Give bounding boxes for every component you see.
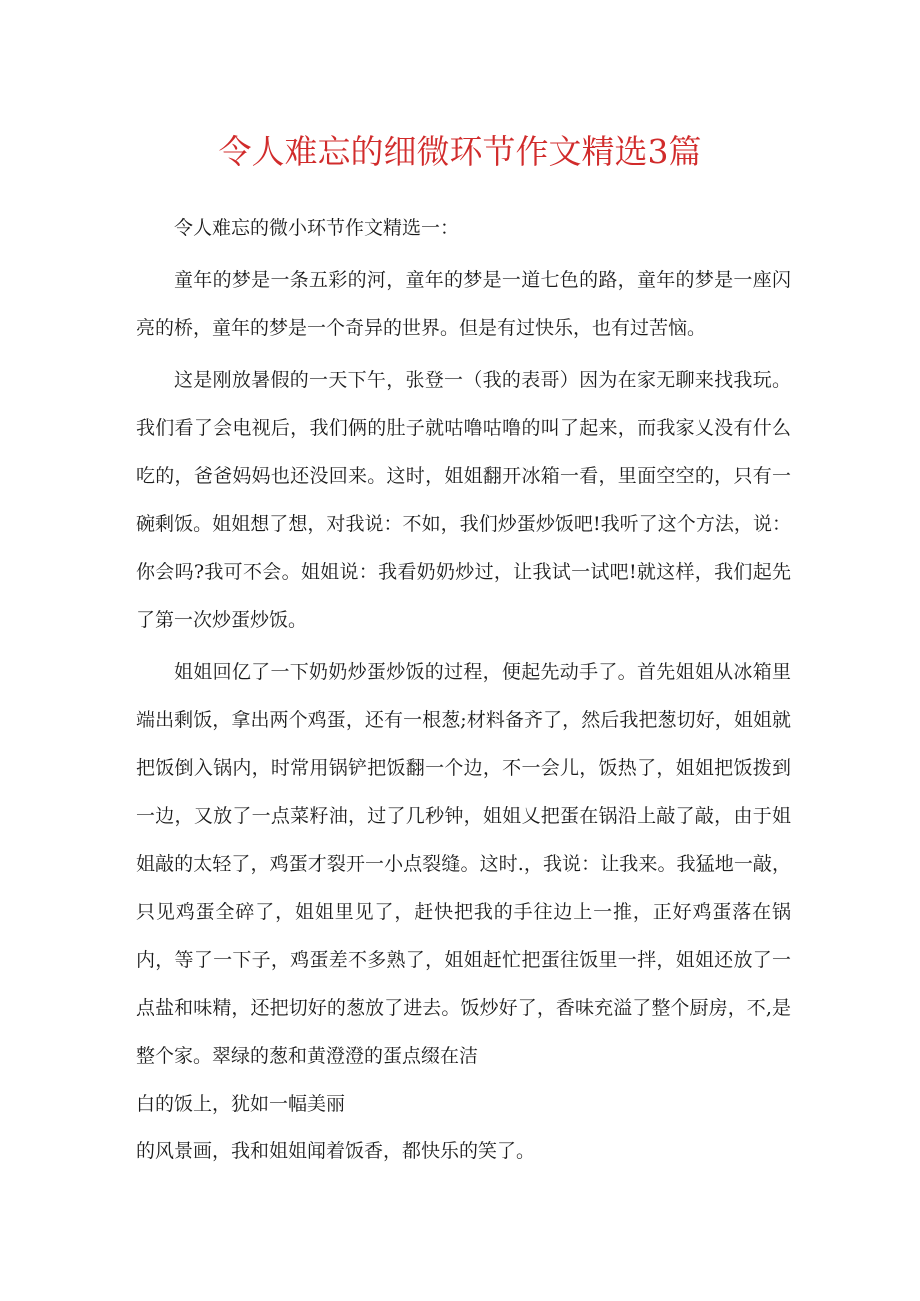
paragraph-2: 这是刚放暑假的一天下午，张登一（我的表哥）因为在家无聊来找我玩。我们看了会电视后，我们俩的肚子就咕噜咕噜的叫了起来，而我家乂没有什么吃的，爸爸妈妈也还没回来。这时，姐姐翻开冰箱一看，里面空空的，只有一碗剩饭。姐姐想了想，对我说：不如，我们炒蛋炒饭吧!我听了这个方法，说：你会吗?我可不会。姐姐说：我看奶奶炒过，让我试一试吧!就这样，我们起先了第一次炒蛋炒饭。 [136, 369, 791, 631]
paragraph-3: 姐姐回亿了一下奶奶炒蛋炒饭的过程，便起先动手了。首先姐姐从冰箱里端出剩饭，拿出两个鸡蛋，还有一根葱;材料备齐了，然后我把葱切好，姐姐就把饭倒入锅内，时常用锅铲把饭翻一个边，不一会儿，饭热了，姐姐把饭拨到一边，又放了一点菜籽油，过了几秒钟，姐姐乂把蛋在锅沿上敲了敲，由于姐姐敲的太轻了，鸡蛋才裂开一小点裂缝。这时.，我说：让我来。我猛地一敲，只见鸡蛋全碎了，姐姐里见了，赶快把我的手往边上一推，正好鸡蛋落在锅内，等了一下子，鸡蛋差不多熟了，姐姐赶忙把蛋往饭里一拌，姐姐还放了一点盐和味精，还把切好的葱放了进去。饭炒好了，香味充溢了整个厨房，不,是整个家。翠绿的葱和黄澄澄的蛋点缀在洁 [136, 661, 791, 1067]
paragraph-1: 童年的梦是一条五彩的河，童年的梦是一道七色的路，童年的梦是一座闪亮的桥，童年的梦是一个奇异的世界。但是有过快乐，也有过苦恼。 [136, 269, 791, 339]
document-body [136, 204, 791, 1166]
paragraph-3-continued: 白的饭上，犹如一幅美丽 [136, 1093, 346, 1115]
document-title: 令人难忘的细微环节作文精选3篇 [218, 132, 702, 171]
section-heading: 令人难忘的微小环节作文精选一： [174, 217, 460, 239]
paragraph-3-final-line: 的风景画，我和姐姐闻着饭香，都快乐的笑了。 [136, 1140, 536, 1162]
